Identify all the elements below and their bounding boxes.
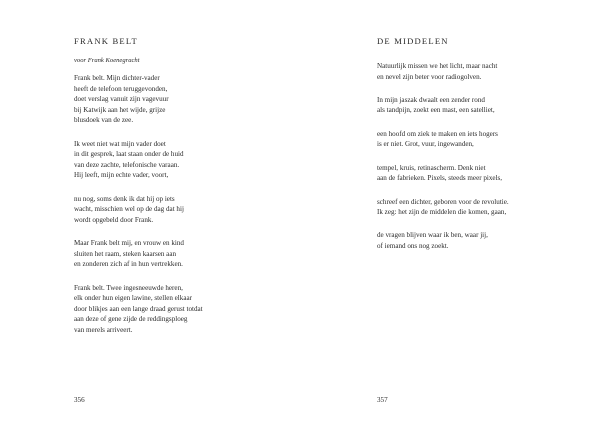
stanza [377,95,587,116]
poem-line: wordt opgebeld door Frank. [74,215,154,224]
poem-title: DE MIDDELEN [377,36,449,46]
poem-line: elk onder hun eigen lawine, stellen elkaar [74,294,192,303]
poem-line: in dit gesprek, laat staan onder de huid [74,150,184,159]
stanza [74,194,284,226]
poem-title: FRANK BELT [74,36,138,46]
poem-line: Maar Frank belt mij, en vrouw en kind [74,239,184,248]
poem-line: Natuurlijk missen we het licht, maar nacht [377,62,498,70]
poem-line: is er niet. Grot, vuur, ingewanden, [377,140,474,149]
poem-line: Frank belt. Twee ingesneeuwde heren, [74,283,183,292]
poem-line: door blikjes aan een lange draad gerust totdat [74,304,203,313]
poem-line: Ik zeg: het zijn de middelen die komen, gaan, [377,208,507,217]
stanza [74,73,284,126]
poem-line: als tandpijn, zoekt een mast, een satelliet, [377,106,495,115]
stanza [377,61,587,82]
poem-line: wacht, misschien wel op de dag dat hij [74,205,184,214]
poem-line: Frank belt. Mijn dichter-vader [74,74,160,82]
poem-line: bij Katwijk aan het wijde, grijze [74,105,166,114]
poem-line: Hij leeft, mijn echte vader, voort, [74,171,169,180]
stanza [74,283,284,336]
poem-line: Ik weet niet wat mijn vader doet [74,139,166,148]
poem-body [74,73,284,348]
poem-line: aan deze of gene zijde de reddingsploeg [74,315,188,324]
poem-line: heeft de telefoon teruggevonden, [74,84,168,93]
poem-line: In mijn jaszak dwaalt een zender rond [377,95,485,104]
poem-line: en zonderen zich af in hun vertrekken. [74,260,183,269]
stanza [377,230,587,251]
right-page [300,0,600,432]
stanza [74,139,284,181]
poem-line: de vragen blijven waar ik ben, waar jij, [377,231,488,240]
poem-line: doet verslag vanuit zijn vagevuur [74,95,169,104]
page-number: 356 [74,396,85,404]
poem-line: aan de fabrieken. Pixels, steeds meer pixels, [377,174,503,183]
stanza [377,197,587,218]
poem-line: schreef een dichter, geboren voor de revolutie. [377,197,509,206]
poem-line: en nevel zijn beter voor radiogolven. [377,72,482,81]
poem-line: tempel, kruis, retinascherm. Denk niet [377,163,486,172]
poem-line: blusdoek van de zee. [74,116,134,125]
poem-line: nu nog, soms denk ik dat hij op iets [74,194,175,203]
poem-line: een hoofd om ziek te maken en iets hogers [377,129,498,138]
poem-line: van deze zachte, telefonische varaan. [74,160,180,169]
stanza [74,238,284,270]
stanza [377,163,587,184]
poem-body [377,61,587,264]
poem-line: sluiten het raam, steken kaarsen aan [74,249,177,258]
stanza [377,129,587,150]
page-number: 357 [377,396,388,404]
poem-dedication: voor Frank Koenegracht [74,57,140,64]
poem-line: van merels arriveert. [74,326,133,335]
poem-line: of iemand ons nog zoekt. [377,241,449,250]
